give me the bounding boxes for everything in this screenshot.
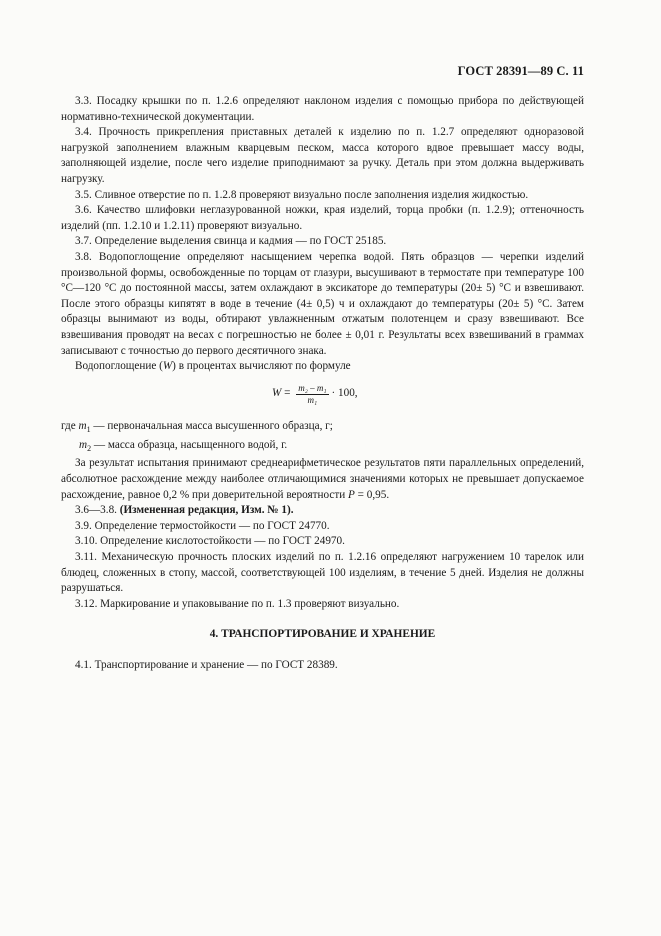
para-3-3: 3.3. Посадку крышки по п. 1.2.6 определяют наклоном изделия с помощью прибора по действующей нормативно-технической документации. — [61, 95, 584, 123]
formula-equals: = — [281, 387, 294, 400]
formula-fraction — [296, 383, 328, 406]
formula-numerator: m₂ – m₁ — [298, 382, 327, 393]
para-3-12: 3.12. Маркирование и упаковывание по п. 1.3 проверяют визуально. — [75, 597, 400, 610]
formula-denominator: m₁ — [307, 394, 318, 405]
para-3-6: 3.6. Качество шлифовки неглазурованной ножки, края изделий, торца пробки (п. 1.2.9); оттеночность изделий (пп. 1.2.10 и 1.2.11) проверяют визуально. — [61, 204, 584, 232]
para-3-9: 3.9. Определение термостойкости — по ГОСТ 24770. — [75, 519, 330, 532]
water-absorption-formula — [61, 381, 584, 412]
edit-note: 3.6—3.8. (Измененная редакция, Изм. № 1). — [75, 504, 294, 517]
body-text — [61, 94, 584, 673]
section-title: 4. ТРАНСПОРТИРОВАНИЕ И ХРАНЕНИЕ — [209, 628, 436, 641]
formula-tail: · 100, — [331, 387, 358, 400]
where-m1: где $m_1$ — первоначальная масса высушенного образца, г; — [61, 419, 333, 434]
para-4-1: 4.1. Транспортирование и хранение — по ГОСТ 28389. — [75, 658, 338, 671]
result-para: За результат испытания принимают среднеарифметическое результатов пяти параллельных определений, абсолютное расхождение между наиболее отличающимися значениями которых не превышает допускаемое расхождение, равное 0,2 % при доверительной вероятности P = 0,95. — [61, 457, 584, 501]
para-3-8: 3.8. Водопоглощение определяют насыщением черепка водой. Пять образцов — черепки изделий произвольной формы, освобожденные по торцам от глазури, высушивают в термостате при температуре 100 °С—120 °С до постоянной массы, затем охлаждают в эксикаторе до температуры (20± 5) °С и взвешивают. После этого образцы кипятят в воде в течение (4± 0,5) ч и охлаждают до температуры (20± 5) °С. Затем образцы вынимают из воды, обтирают увлажненным отжатым полотенцем и сразу взвешивают. Все взвешивания проводят на весах с погрешностью не более ± 0,01 г. Результаты всех взвешиваний в граммах записывают с точностью до первого десятичного знака. — [61, 250, 584, 357]
para-3-5: 3.5. Сливное отверстие по п. 1.2.8 проверяют визуально после заполнения изделия жидкостью. — [75, 188, 529, 201]
where-m2: $m_2$ — масса образца, насыщенного водой, г. — [79, 438, 288, 453]
para-3-11: 3.11. Механическую прочность плоских изделий по п. 1.2.16 определяют нагружением 10 тарелок или блюдец, сложенных в стопу, массой, соответствующей 100 изделиям, в течение 5 дней. Изделия не должны разрушаться. — [61, 550, 584, 595]
para-3-7: 3.7. Определение выделения свинца и кадмия — по ГОСТ 25185. — [75, 235, 387, 248]
formula-intro: Водопоглощение (W) в процентах вычисляют по формуле — [75, 360, 351, 373]
para-3-10: 3.10. Определение кислотостойкости — по ГОСТ 24970. — [75, 535, 345, 548]
para-3-4: 3.4. Прочность прикрепления приставных деталей к изделию по п. 1.2.7 определяют одноразовой нагрузкой заполнением влажным кварцевым песком, масса которого вдвое превышает массу воды, заполняющей изделие, после чего изделие приподнимают за ручку. Деталь при этом должна выдерживать нагрузку. — [61, 126, 584, 185]
formula-lhs: W — [272, 387, 282, 400]
page-header: ГОСТ 28391—89 С. 11 — [457, 64, 584, 78]
